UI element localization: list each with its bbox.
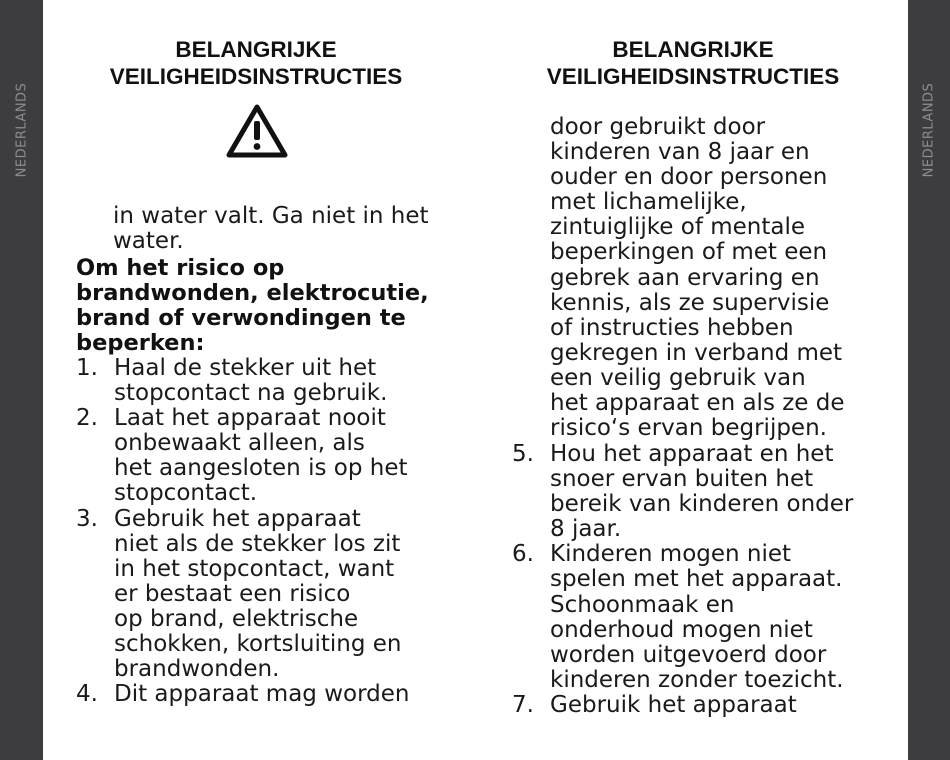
item-text	[114, 507, 401, 683]
heading-line: BELANGRIJKE	[612, 37, 774, 62]
right-page-heading	[512, 36, 874, 90]
bold-line: beperken:	[76, 330, 205, 356]
text-line: spelen met het apparaat.	[550, 566, 843, 593]
left-instruction-list	[76, 356, 446, 707]
left-side-bar	[0, 0, 43, 760]
text-line: stopcontact na gebruik.	[114, 380, 388, 407]
text-line: kinderen van 8 jaar en	[550, 139, 810, 166]
text-line: of instructies hebben	[550, 314, 794, 341]
text-line: kinderen zonder toezicht.	[550, 666, 844, 693]
right-continued-text	[550, 115, 880, 441]
text-line: beperkingen of met een	[550, 239, 828, 266]
list-item	[512, 442, 882, 542]
right-instruction-list	[512, 442, 882, 718]
text-line: Hou het apparaat en het	[550, 441, 834, 467]
text-line: in het stopcontact, want	[114, 555, 395, 582]
text-line: Haal de stekker uit het	[114, 355, 377, 381]
item-text	[114, 356, 387, 406]
text-line: Schoonmaak en	[550, 591, 735, 618]
left-page-heading	[75, 36, 437, 90]
text-line: Gebruik het apparaat	[550, 691, 797, 718]
text-line: gekregen in verband met	[550, 339, 843, 366]
text-line: niet als de stekker los zit	[114, 530, 401, 557]
text-line: er bestaat een risico	[114, 580, 351, 607]
text-line: het apparaat en als ze de	[550, 390, 845, 417]
text-line: Gebruik het apparaat	[114, 505, 361, 532]
text-line: door gebruikt door	[550, 114, 766, 140]
list-item	[76, 682, 446, 707]
text-line: Laat het apparaat nooit	[114, 405, 386, 432]
heading-line: VEILIGHEIDSINSTRUCTIES	[546, 64, 840, 89]
text-line: kennis, als ze supervisie	[550, 289, 830, 316]
text-line: worden uitgevoerd door	[550, 641, 827, 668]
text-line: water.	[113, 228, 184, 255]
item-number: 4.	[76, 681, 98, 708]
item-number: 3.	[76, 505, 98, 532]
text-line: met lichamelijke,	[550, 189, 747, 216]
text-line: in water valt. Ga niet in het	[113, 203, 429, 229]
text-line: het aangesloten is op het	[114, 455, 408, 482]
language-tab-right: NEDERLANDS	[921, 82, 937, 178]
text-line: zintuiglijke of mentale	[550, 214, 806, 241]
list-item	[76, 406, 446, 506]
list-item	[512, 542, 882, 693]
text-line: bereik van kinderen onder	[550, 491, 854, 518]
heading-line: BELANGRIJKE	[175, 37, 337, 62]
item-text	[114, 406, 408, 506]
item-text	[550, 542, 844, 693]
text-line: brandwonden.	[114, 656, 280, 683]
text-line: Dit apparaat mag worden	[114, 681, 410, 708]
item-text	[114, 682, 409, 707]
text-line: snoer ervan buiten het	[550, 466, 814, 493]
heading-line: VEILIGHEIDSINSTRUCTIES	[109, 64, 403, 89]
item-number: 5.	[512, 441, 534, 467]
text-line: stopcontact.	[114, 480, 258, 507]
text-line: een veilig gebruik van	[550, 364, 806, 391]
list-item	[76, 507, 446, 683]
item-number: 1.	[76, 355, 98, 381]
item-text	[550, 693, 797, 718]
right-side-bar	[908, 0, 950, 760]
list-item	[76, 356, 446, 406]
text-line: Kinderen mogen niet	[550, 541, 792, 568]
text-line: risico‘s ervan begrijpen.	[550, 415, 827, 442]
item-text	[550, 442, 853, 542]
risk-intro-bold	[76, 256, 446, 356]
language-tab-left: NEDERLANDS	[14, 82, 29, 178]
bold-line: brandwonden, elektrocutie,	[76, 280, 429, 306]
text-line: onbewaakt alleen, als	[114, 430, 365, 457]
warning-triangle-icon	[226, 104, 288, 158]
list-item	[512, 693, 882, 718]
text-line: gebrek aan ervaring en	[550, 264, 820, 291]
bold-line: Om het risico op	[76, 255, 285, 281]
item-number: 2.	[76, 405, 98, 432]
item-number: 7.	[512, 691, 534, 718]
text-line: schokken, kortsluiting en	[114, 631, 402, 658]
text-line: 8 jaar.	[550, 516, 622, 543]
text-line: op brand, elektrische	[114, 605, 359, 632]
left-continued-text	[113, 204, 443, 254]
bold-line: brand of verwondingen te	[76, 305, 406, 331]
item-number: 6.	[512, 541, 534, 568]
text-line: onderhoud mogen niet	[550, 616, 813, 643]
text-line: ouder en door personen	[550, 164, 828, 191]
